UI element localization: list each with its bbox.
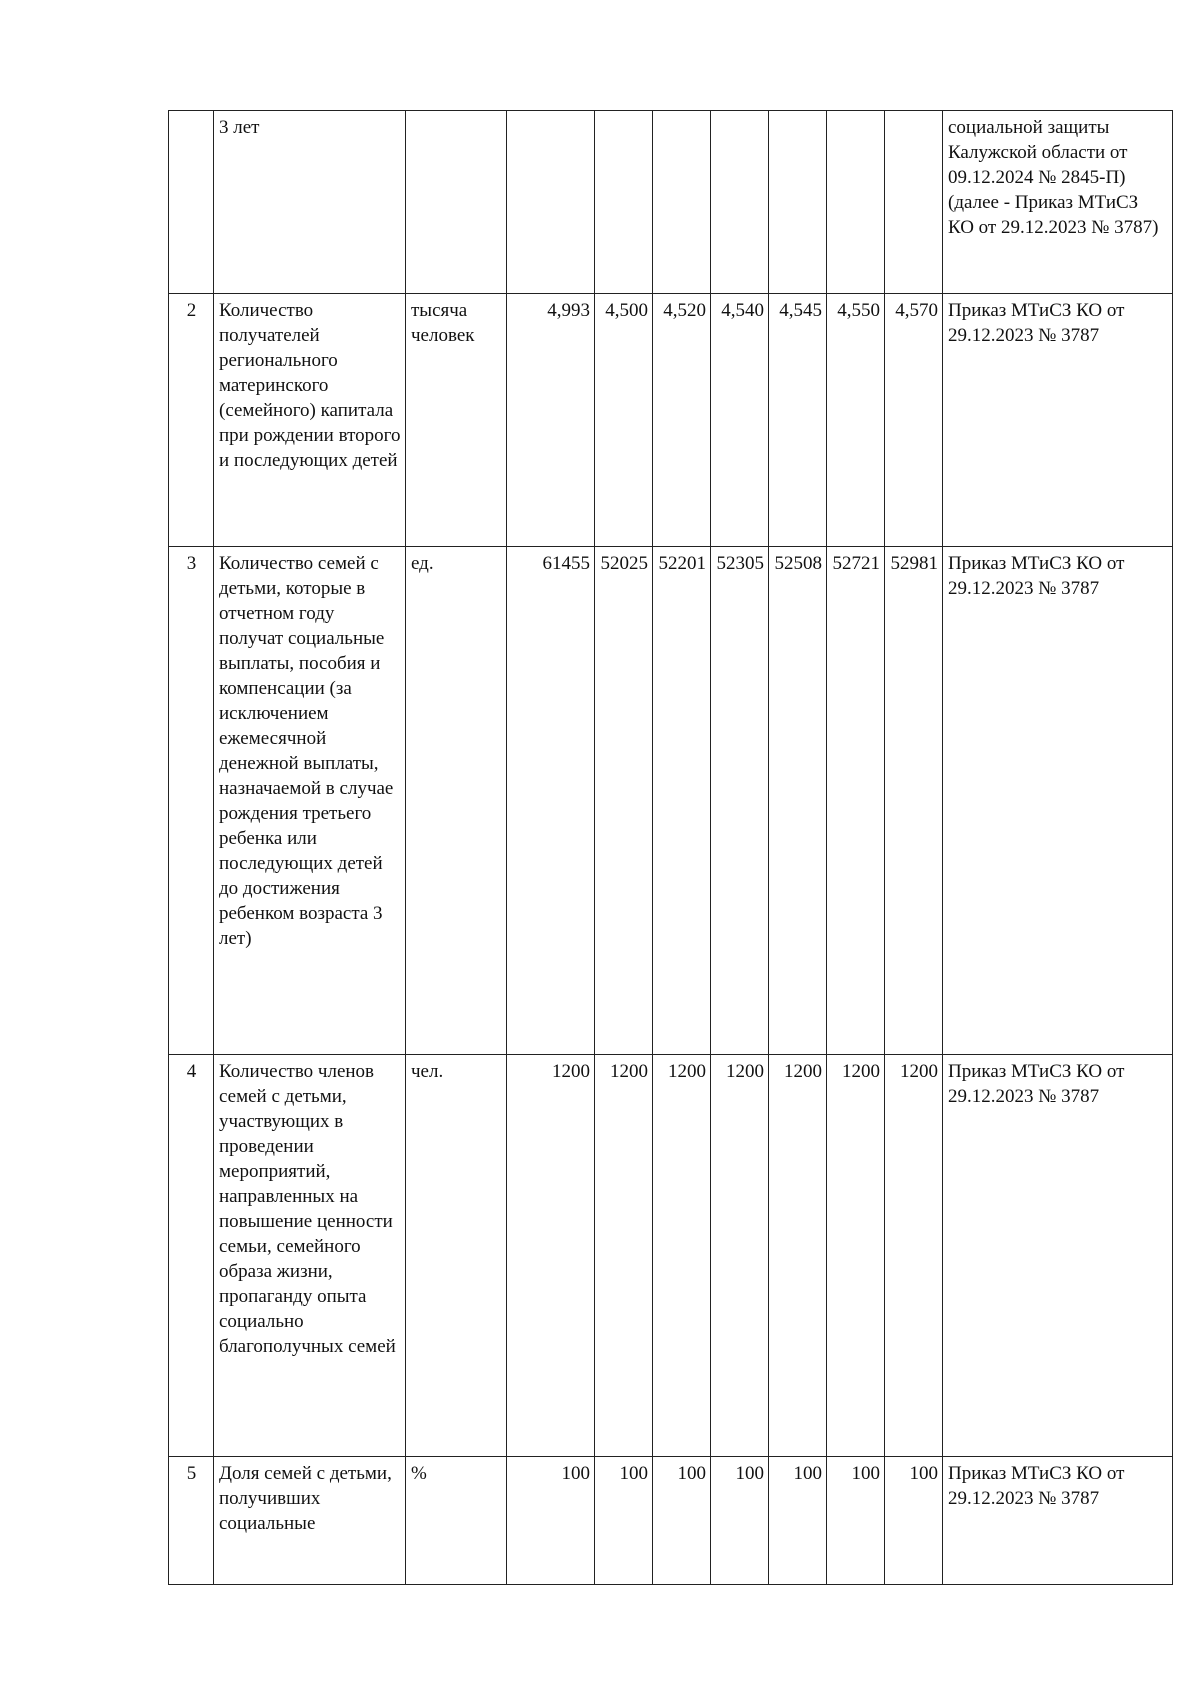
- value-cell: [507, 111, 595, 294]
- value-cell: 100: [653, 1457, 711, 1585]
- table-row: [169, 111, 1173, 294]
- value-cell: 100: [827, 1457, 885, 1585]
- source-document: Приказ МТиСЗ КО от 29.12.2023 № 3787: [943, 294, 1173, 547]
- indicator-name: Количество членов семей с детьми, участвующих в проведении мероприятий, направленных на повышение ценности семьи, семейного образа жизни, пропаганду опыта социально благополучных семей: [214, 1055, 406, 1457]
- indicator-name: Доля семей с детьми, получивших социальные: [214, 1457, 406, 1585]
- source-document: социальной защиты Калужской области от 09.12.2024 № 2845-П) (далее - Приказ МТиСЗ КО от 29.12.2023 № 3787): [943, 111, 1173, 294]
- unit-of-measure: [406, 111, 507, 294]
- value-cell: 1200: [827, 1055, 885, 1457]
- value-cell: 100: [595, 1457, 653, 1585]
- value-cell: 52025: [595, 547, 653, 1055]
- source-document: Приказ МТиСЗ КО от 29.12.2023 № 3787: [943, 1055, 1173, 1457]
- value-cell: 1200: [595, 1055, 653, 1457]
- value-cell: 100: [711, 1457, 769, 1585]
- value-cell: [595, 111, 653, 294]
- value-cell: 100: [507, 1457, 595, 1585]
- value-cell: [711, 111, 769, 294]
- unit-of-measure: тысяча человек: [406, 294, 507, 547]
- row-number: 2: [169, 294, 214, 547]
- value-cell: 1200: [711, 1055, 769, 1457]
- indicator-name: 3 лет: [214, 111, 406, 294]
- value-cell: [885, 111, 943, 294]
- value-cell: 52721: [827, 547, 885, 1055]
- table-body: [169, 111, 1173, 1585]
- value-cell: 52305: [711, 547, 769, 1055]
- source-document: Приказ МТиСЗ КО от 29.12.2023 № 3787: [943, 1457, 1173, 1585]
- value-cell: 52201: [653, 547, 711, 1055]
- value-cell: 52508: [769, 547, 827, 1055]
- table-row: [169, 1055, 1173, 1457]
- value-cell: 4,550: [827, 294, 885, 547]
- row-number: [169, 111, 214, 294]
- indicators-table: [168, 110, 1173, 1585]
- table-row: [169, 294, 1173, 547]
- value-cell: 100: [885, 1457, 943, 1585]
- unit-of-measure: ед.: [406, 547, 507, 1055]
- indicator-name: Количество получателей регионального материнского (семейного) капитала при рождении второго и последующих детей: [214, 294, 406, 547]
- table-row: [169, 547, 1173, 1055]
- value-cell: 4,500: [595, 294, 653, 547]
- value-cell: 1200: [653, 1055, 711, 1457]
- source-document: Приказ МТиСЗ КО от 29.12.2023 № 3787: [943, 547, 1173, 1055]
- value-cell: 100: [769, 1457, 827, 1585]
- value-cell: [769, 111, 827, 294]
- value-cell: 52981: [885, 547, 943, 1055]
- value-cell: 1200: [507, 1055, 595, 1457]
- value-cell: 1200: [769, 1055, 827, 1457]
- value-cell: 4,545: [769, 294, 827, 547]
- value-cell: [653, 111, 711, 294]
- table-row: [169, 1457, 1173, 1585]
- value-cell: 4,570: [885, 294, 943, 547]
- value-cell: 4,540: [711, 294, 769, 547]
- value-cell: 61455: [507, 547, 595, 1055]
- unit-of-measure: %: [406, 1457, 507, 1585]
- row-number: 5: [169, 1457, 214, 1585]
- value-cell: 4,993: [507, 294, 595, 547]
- row-number: 4: [169, 1055, 214, 1457]
- indicator-name: Количество семей с детьми, которые в отчетном году получат социальные выплаты, пособия и компенсации (за исключением ежемесячной денежной выплаты, назначаемой в случае рождения третьего ребенка или последующих детей до достижения ребенком возраста 3 лет): [214, 547, 406, 1055]
- unit-of-measure: чел.: [406, 1055, 507, 1457]
- row-number: 3: [169, 547, 214, 1055]
- value-cell: [827, 111, 885, 294]
- value-cell: 4,520: [653, 294, 711, 547]
- value-cell: 1200: [885, 1055, 943, 1457]
